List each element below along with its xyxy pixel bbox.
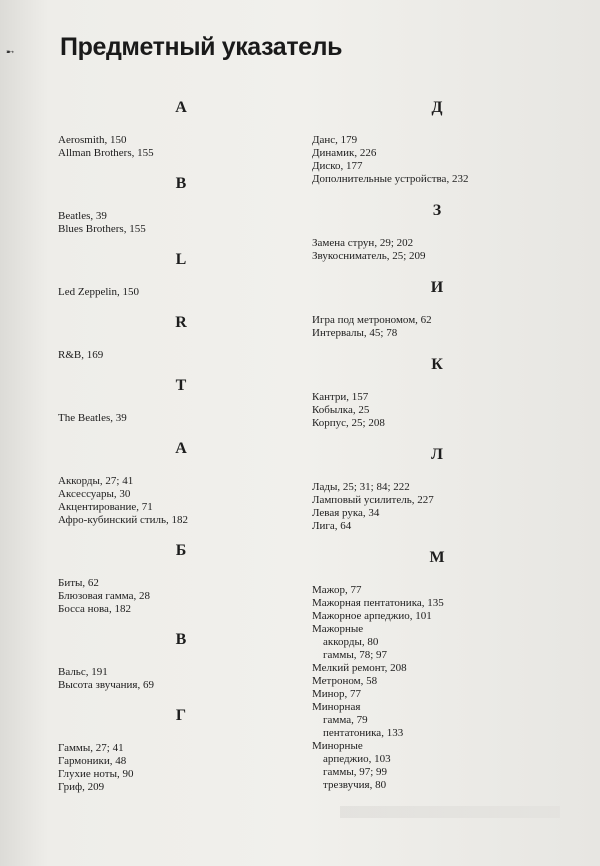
index-entry: Лады, 25; 31; 84; 222 <box>312 481 410 493</box>
index-section-a-latin <box>58 98 298 160</box>
index-entry: Кобылка, 25 <box>312 404 370 416</box>
section-letter: Д <box>431 99 443 116</box>
section-letter: И <box>430 279 444 296</box>
index-section-l-latin <box>58 250 298 299</box>
index-entry: Кантри, 157 <box>312 391 369 403</box>
index-section-i-cyrillic <box>312 278 562 340</box>
index-entry: Минорная <box>312 701 361 713</box>
index-entry: Босса нова, 182 <box>58 603 131 615</box>
index-entry: Акцентирование, 71 <box>58 501 153 513</box>
index-entry: Левая рука, 34 <box>312 507 380 519</box>
index-entry: Мелкий ремонт, 208 <box>312 662 407 674</box>
index-column-right <box>312 98 562 792</box>
index-entry: Аккорды, 27; 41 <box>58 475 134 487</box>
index-entry: Led Zeppelin, 150 <box>58 286 139 298</box>
section-letter: R <box>175 314 187 331</box>
index-entry: Высота звучания, 69 <box>58 679 154 691</box>
index-section-m-cyrillic <box>312 548 562 792</box>
index-entry: Игра под метрономом, 62 <box>312 314 432 326</box>
index-section-b-latin <box>58 174 298 236</box>
index-entry: Интервалы, 45; 78 <box>312 327 398 339</box>
section-letter: А <box>175 440 187 457</box>
index-entry: Минор, 77 <box>312 688 362 700</box>
index-column-left <box>58 98 298 794</box>
index-entry: Мажорное арпеджио, 101 <box>312 610 432 622</box>
index-entry: Минорные <box>312 740 363 752</box>
index-subentry: гамма, 79 <box>323 714 368 726</box>
index-subentry: аккорды, 80 <box>323 636 379 648</box>
index-entry: Аксессуары, 30 <box>58 488 131 500</box>
index-entry: Данс, 179 <box>312 134 358 146</box>
index-entry: Глухие ноты, 90 <box>58 768 134 780</box>
index-entry: Ламповый усилитель, 227 <box>312 494 434 506</box>
index-section-b-cyrillic <box>58 541 298 616</box>
index-entry: Метроном, 58 <box>312 675 378 687</box>
bleed-through-footer <box>340 806 560 818</box>
index-entry: Лига, 64 <box>312 520 352 532</box>
index-entry: Диско, 177 <box>312 160 363 172</box>
section-letter: Г <box>175 707 187 724</box>
index-entry: Гриф, 209 <box>58 781 105 793</box>
index-section-v-cyrillic <box>58 630 298 692</box>
section-letter: М <box>429 549 445 566</box>
index-entry: Мажорная пентатоника, 135 <box>312 597 444 609</box>
section-letter: К <box>431 356 443 373</box>
index-entry: Дополнительные устройства, 232 <box>312 173 469 185</box>
index-entry: Aerosmith, 150 <box>58 134 127 146</box>
index-entry: Звукосниматель, 25; 209 <box>312 250 426 262</box>
index-subentry: гаммы, 97; 99 <box>323 766 388 778</box>
index-section-a-cyrillic <box>58 439 298 527</box>
section-letter: B <box>175 175 187 192</box>
page-title: Предметный указатель <box>60 33 343 61</box>
section-letter: В <box>175 631 187 648</box>
index-entry: The Beatles, 39 <box>58 412 127 424</box>
index-entry: Blues Brothers, 155 <box>58 223 146 235</box>
index-subentry: пентатоника, 133 <box>323 727 404 739</box>
index-section-g-cyrillic <box>58 706 298 794</box>
index-section-l-cyrillic <box>312 445 562 533</box>
index-entry: Гаммы, 27; 41 <box>58 742 124 754</box>
index-section-z-cyrillic <box>312 201 562 263</box>
index-entry: Вальс, 191 <box>58 666 108 678</box>
index-subentry: гаммы, 78; 97 <box>323 649 388 661</box>
index-entry: Мажор, 77 <box>312 584 362 596</box>
index-subentry: трезвучия, 80 <box>323 779 387 791</box>
index-entry: Динамик, 226 <box>312 147 377 159</box>
section-letter: Л <box>431 446 443 463</box>
index-entry: Гармоники, 48 <box>58 755 127 767</box>
index-subentry: арпеджио, 103 <box>323 753 391 765</box>
index-entry: Замена струн, 29; 202 <box>312 237 414 249</box>
index-entry: Блюзовая гамма, 28 <box>58 590 151 602</box>
index-section-k-cyrillic <box>312 355 562 430</box>
index-entry: Корпус, 25; 208 <box>312 417 385 429</box>
section-letter: T <box>175 377 187 394</box>
section-letter: З <box>432 202 442 219</box>
index-entry: R&B, 169 <box>58 349 104 361</box>
section-letter: A <box>175 99 187 116</box>
index-entry: Биты, 62 <box>58 577 99 589</box>
section-letter: Б <box>175 542 187 559</box>
index-section-t-latin <box>58 376 298 425</box>
index-entry: Афро-кубинский стиль, 182 <box>58 514 189 526</box>
index-section-d-cyrillic <box>312 98 562 186</box>
index-entry: Beatles, 39 <box>58 210 107 222</box>
index-section-r-latin <box>58 313 298 362</box>
index-entry: Мажорные <box>312 623 364 635</box>
index-entry: Allman Brothers, 155 <box>58 147 154 159</box>
section-letter: L <box>175 251 187 268</box>
page-corner-mark: ➸ <box>6 47 15 58</box>
